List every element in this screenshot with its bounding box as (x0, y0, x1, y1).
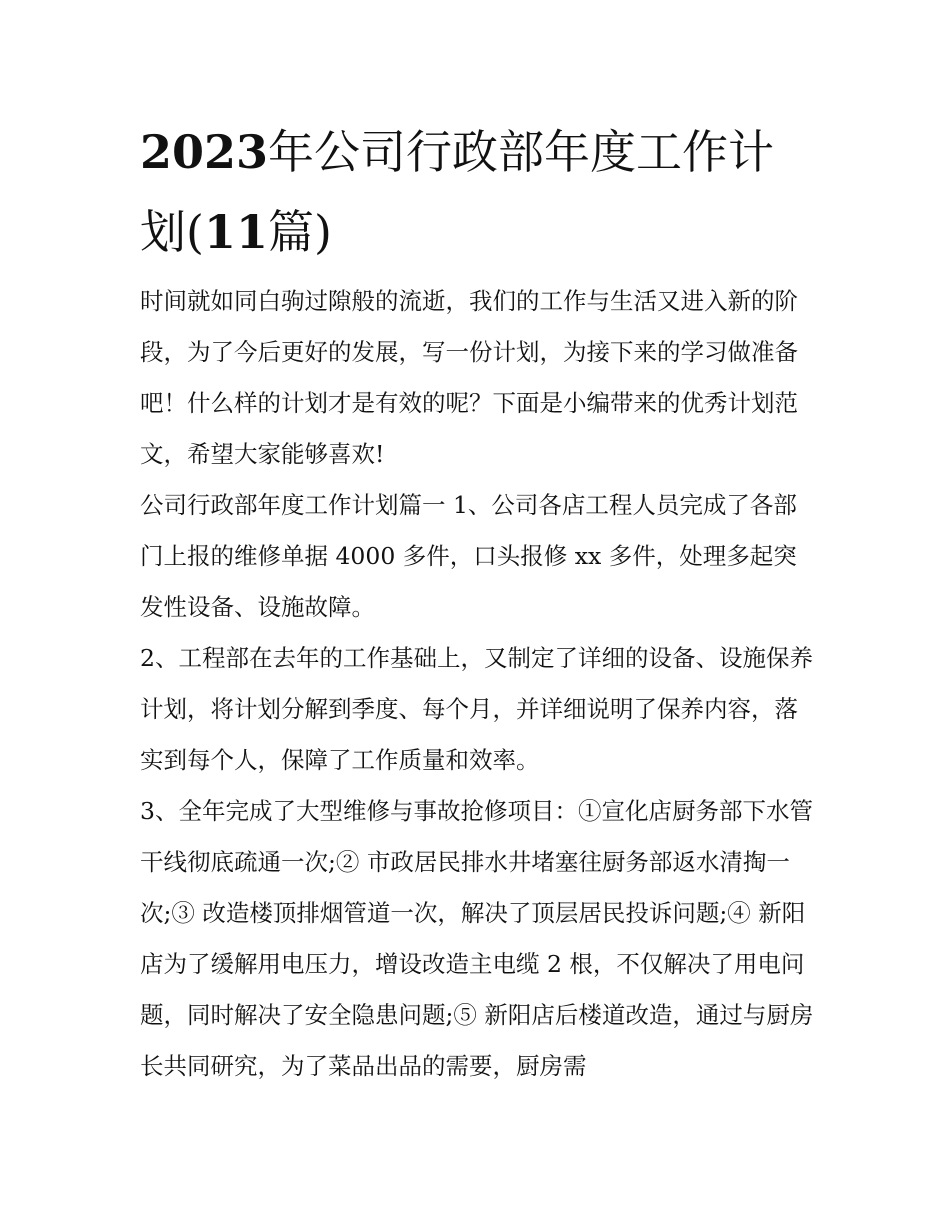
title-suffix: 篇) (267, 205, 332, 259)
paragraph-item-2: 2、工程部在去年的工作基础上，又制定了详细的设备、设施保养计划，将计划分解到季度、每个月，并详细说明了保养内容，落实到每个人，保障了工作质量和效率。 (140, 644, 813, 774)
document-title (140, 112, 820, 272)
title-text: 年公司行政部年度工作计划( (140, 125, 775, 259)
paragraph-item-1: 公司行政部年度工作计划篇一 1、公司各店工程人员完成了各部门上报的维修单据 4000 多件，口头报修 xx 多件，处理多起突发性设备、设施故障。 (140, 491, 797, 621)
title-count: 11 (203, 205, 268, 259)
title-year: 2023 (140, 125, 269, 179)
paragraph-item-3: 3、全年完成了大型维修与事故抢修项目：①宣化店厨务部下水管干线彻底疏通一次;② 市政居民排水井堵塞往厨务部返水清掏一次;③ 改造楼顶排烟管道一次，解决了顶层居民投诉问题;④ 新阳店为了缓解用电压力，增设改造主电缆 2 根，不仅解决了用电问题，同时解决了安全隐患问题;⑤ 新阳店后楼道改造，通过与厨房长共同研究，为了菜品出品的需要，厨房需 (140, 797, 814, 1080)
document-body (140, 276, 820, 1092)
paragraph-intro: 时间就如同白驹过隙般的流逝，我们的工作与生活又进入新的阶段，为了今后更好的发展，写一份计划，为接下来的学习做准备吧！什么样的计划才是有效的呢？下面是小编带来的优秀计划范文，希望大家能够喜欢! (140, 287, 798, 468)
